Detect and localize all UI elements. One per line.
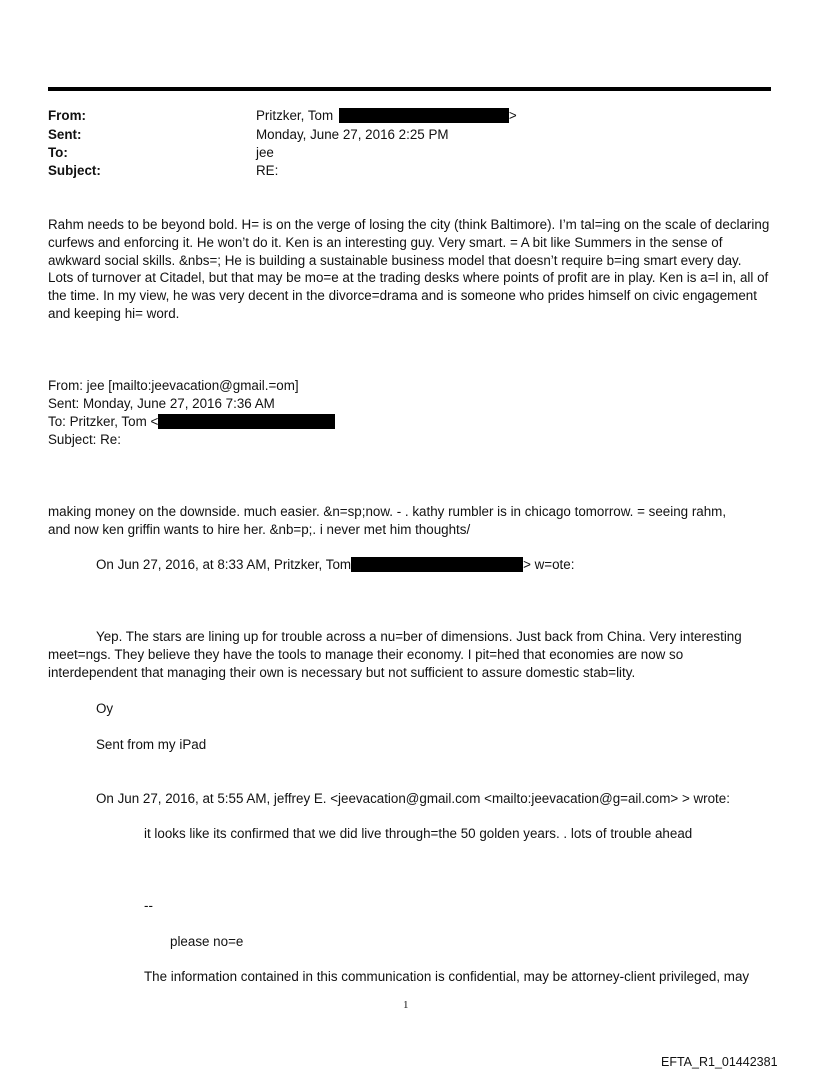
jeffrey-quote-body: it looks like its confirmed that we did live through=the 50 golden years. . lots of trouble ahead	[144, 826, 693, 841]
to-label: To:	[48, 145, 68, 160]
from-name: Pritzker, Tom	[256, 108, 334, 123]
jee-body-line-2: and now ken griffin wants to hire her. &nb=p;. i never met him thoughts/	[48, 522, 471, 537]
reply-body: Rahm needs to be beyond bold. H= is on the verge of losing the city (think Baltimore). I’m tal=ing on the scale of declaring curfews and enforcing it. He won’t do it. Ken is an interesting guy. Very smart. = A bit like Summers in the sense of awkward social skills. &nbs=; He is building a sustainable business model that doesn’t require b=ing smart every day. Lots of turnover at Citadel, but that may be mo=e at the trading desks where points of profit are in play. Ken is a=l in, all of the time. In my view, he was very decent in the divorce=drama and is someone who prides himself on civic engagement and keeping hi= word.	[48, 217, 770, 321]
redaction-box	[351, 557, 523, 572]
sent-label: Sent:	[48, 127, 82, 142]
quoted-from: From: jee [mailto:jeevacation@gmail.=om]	[48, 378, 299, 393]
tom-quote-intro-suffix: > w=ote:	[523, 557, 575, 572]
from-label: From:	[48, 108, 86, 123]
tom-quote-signature: Sent from my iPad	[96, 737, 207, 752]
page-number: 1	[403, 999, 409, 1011]
quoted-sent: Sent: Monday, June 27, 2016 7:36 AM	[48, 396, 275, 411]
to-value: jee	[256, 145, 274, 160]
from-suffix: >	[508, 108, 517, 123]
redaction-box	[158, 414, 335, 429]
quoted-to-row	[48, 413, 335, 431]
jeffrey-quote-please: please no=e	[170, 934, 244, 949]
header-rule	[48, 87, 771, 91]
jeffrey-quote-intro: On Jun 27, 2016, at 5:55 AM, jeffrey E. <jeevacation@gmail.com <mailto:jeevacation@g=ail.com> > wrote:	[96, 791, 730, 806]
tom-quote-body: Yep. The stars are lining up for trouble across a nu=ber of dimensions. Just back from China. Very interesting meet=ngs. They believe they have the tools to manage their economy. I pit=hed that economies are now so interdependent that managing their own is necessary but not sufficient to assure domestic stab=lity.	[48, 629, 742, 680]
subject-value: RE:	[256, 163, 279, 178]
quoted-to: To: Pritzker, Tom <	[48, 414, 159, 429]
from-value	[256, 107, 517, 125]
tom-quote-oy: Oy	[96, 701, 114, 716]
jee-body-line-1: making money on the downside. much easier. &n=sp;now. - . kathy rumbler is in chicago tomorrow. = seeing rahm,	[48, 504, 727, 519]
sent-value: Monday, June 27, 2016 2:25 PM	[256, 127, 449, 142]
tom-quote-intro: On Jun 27, 2016, at 8:33 AM, Pritzker, Tom	[96, 557, 352, 572]
quoted-subject: Subject: Re:	[48, 432, 121, 447]
jeffrey-quote-disclaimer: The information contained in this communication is confidential, may be attorney-client privileged, may	[144, 969, 750, 984]
tom-quote-intro-row	[96, 556, 574, 574]
bates-number: EFTA_R1_01442381	[661, 1055, 778, 1069]
subject-label: Subject:	[48, 163, 101, 178]
jeffrey-quote-dashes: --	[144, 898, 153, 913]
redaction-box	[339, 108, 509, 123]
